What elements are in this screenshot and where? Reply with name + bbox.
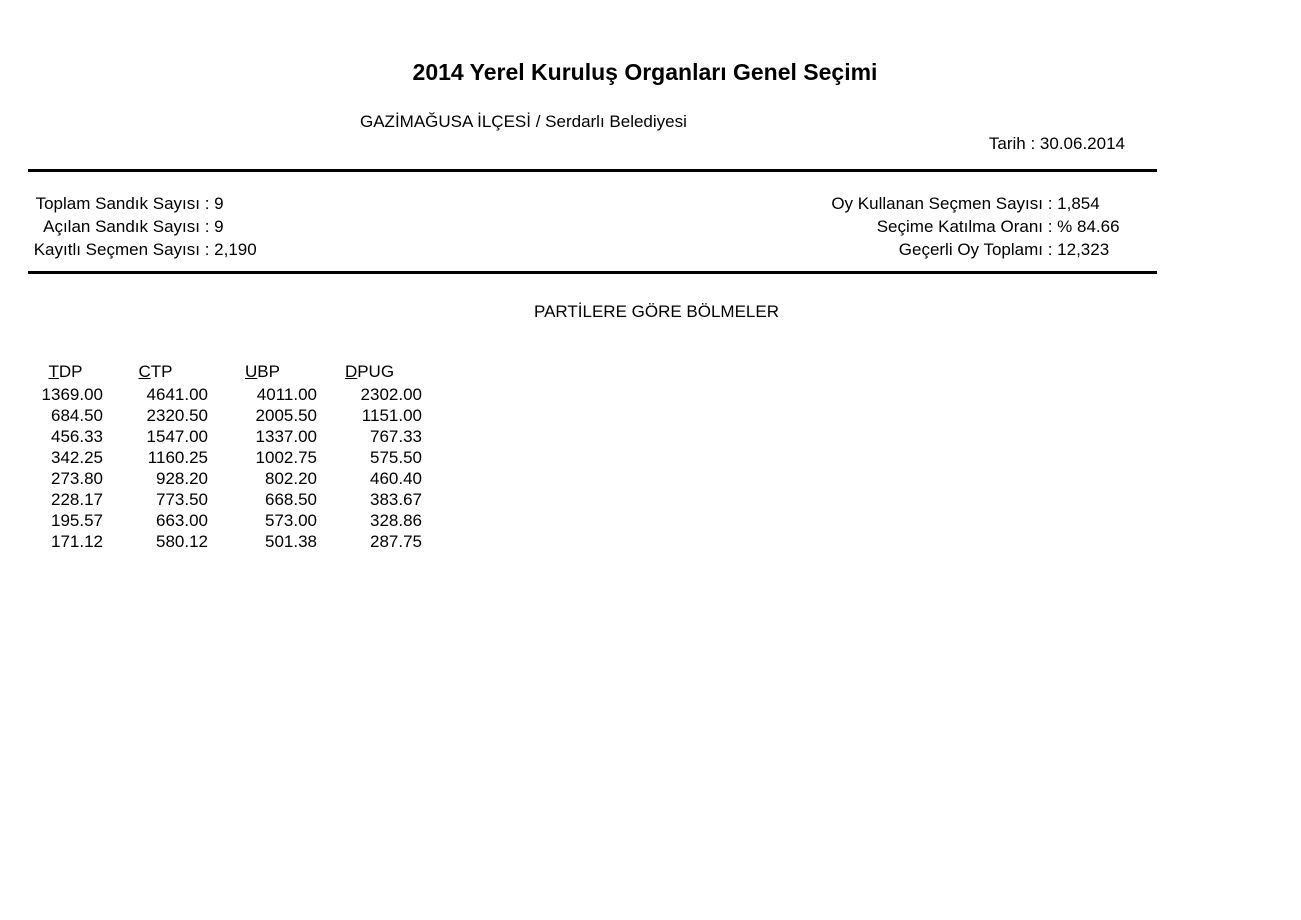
summary-row [780,192,1120,215]
value-cell: 773.50 [156,490,208,509]
table-row [28,384,422,405]
value-cell: 273.80 [51,469,103,488]
value-cell: 195.57 [51,511,103,530]
parties-table [28,361,422,552]
table-row [28,468,422,489]
value-cell: 1369.00 [41,385,103,404]
value-cell: 383.67 [370,490,422,509]
summary-right-block [780,192,1120,261]
table-row [28,489,422,510]
value-cell: 573.00 [265,511,317,530]
summary-label: Açılan Sandık Sayısı [43,217,200,236]
value-cell: 2005.50 [255,406,317,425]
value-cell: 287.75 [370,532,422,551]
value-cell: 802.20 [265,469,317,488]
summary-label: Toplam Sandık Sayısı [35,194,200,213]
table-row [28,405,422,426]
summary-value: 12,323 [1057,240,1110,259]
value-cell: 2320.50 [146,406,208,425]
label-value-separator: : [1043,194,1058,213]
divider-top [28,169,1157,172]
summary-value: 1,854 [1057,194,1100,213]
party-column-header: TDP [48,362,83,381]
party-column-header: UBP [245,362,280,381]
value-cell: 684.50 [51,406,103,425]
summary-left-block [28,192,257,261]
value-cell: 501.38 [265,532,317,551]
value-cell: 1160.25 [147,448,208,467]
value-cell: 668.50 [265,490,317,509]
value-cell: 1547.00 [146,427,208,446]
value-cell: 928.20 [156,469,208,488]
label-value-separator: : [200,217,215,236]
page-title: 2014 Yerel Kuruluş Organları Genel Seçimi [412,59,878,85]
summary-label: Kayıtlı Seçmen Sayısı [33,240,200,259]
date-label: Tarih [988,134,1026,153]
value-cell: 1337.00 [255,427,317,446]
summary-label: Geçerli Oy Toplamı [898,240,1043,259]
label-value-separator: : [200,240,215,259]
party-column-header: CTP [138,362,173,381]
value-cell: 663.00 [156,511,208,530]
summary-row [780,215,1120,238]
date-separator: : [1025,134,1040,153]
summary-row [28,238,257,261]
value-cell: 171.12 [51,532,103,551]
date-value: 30.06.2014 [1039,134,1125,153]
value-cell: 456.33 [51,427,103,446]
summary-row [780,238,1120,261]
table-body [28,384,422,552]
section-title: PARTİLERE GÖRE BÖLMELER [534,302,779,321]
value-cell: 1002.75 [255,448,317,467]
value-cell: 1151.00 [361,406,422,425]
value-cell: 4011.00 [256,385,317,404]
value-cell: 575.50 [370,448,422,467]
label-value-separator: : [1043,240,1058,259]
summary-label: Oy Kullanan Seçmen Sayısı [831,194,1043,213]
value-cell: 2302.00 [360,385,422,404]
district-subtitle: GAZİMAĞUSA İLÇESİ / Serdarlı Belediyesi [360,112,687,131]
table-row [28,447,422,468]
summary-value: 2,190 [214,240,257,259]
report-date [780,133,1125,154]
value-cell: 460.40 [370,469,422,488]
table-row [28,426,422,447]
value-cell: 328.86 [370,511,422,530]
summary-label: Seçime Katılma Oranı [876,217,1043,236]
label-value-separator: : [200,194,215,213]
label-value-separator: : [1043,217,1058,236]
value-cell: 228.17 [51,490,103,509]
value-cell: 342.25 [51,448,103,467]
party-column-header: DPUG [344,362,395,381]
summary-value: % 84.66 [1057,217,1120,236]
summary-row [28,192,257,215]
summary-row [28,215,257,238]
value-cell: 4641.00 [146,385,208,404]
table-row [28,510,422,531]
value-cell: 767.33 [370,427,422,446]
summary-value: 9 [214,194,224,213]
summary-value: 9 [214,217,224,236]
value-cell: 580.12 [156,532,208,551]
divider-bottom [28,271,1157,274]
table-row [28,531,422,552]
table-header-row [28,361,422,382]
